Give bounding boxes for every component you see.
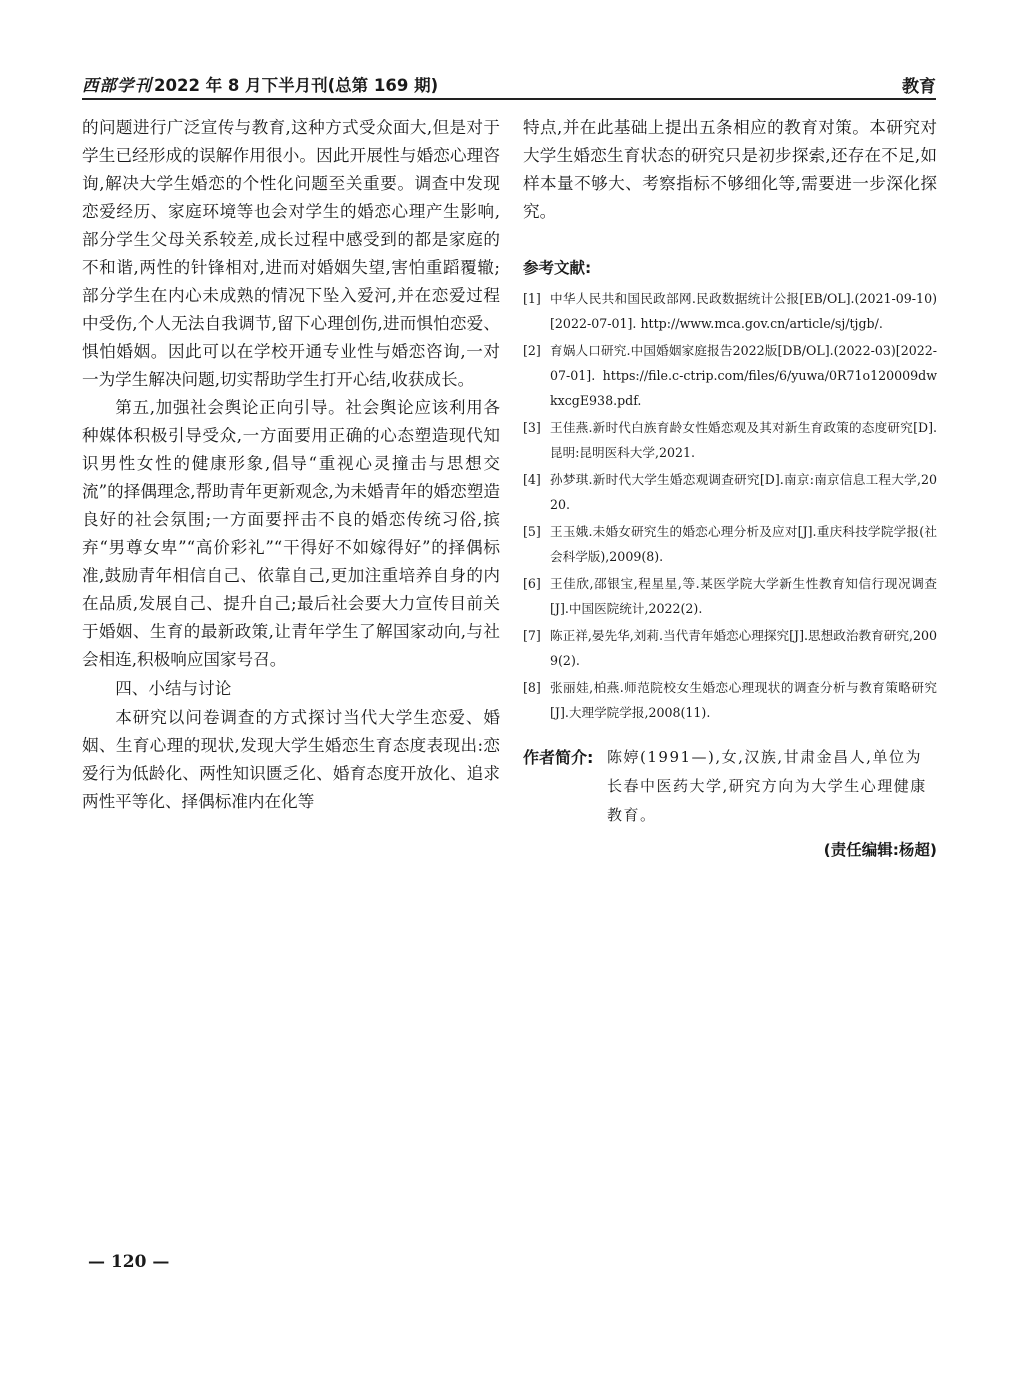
page-number: — 120 —: [88, 1252, 170, 1272]
author-bio: [523, 743, 937, 830]
issue-label: 2022 年 8 月下半月刊(总第 169 期): [154, 76, 439, 95]
reference-number: [7]: [523, 628, 541, 643]
reference-number: [8]: [523, 680, 541, 695]
reference-number: [1]: [523, 291, 541, 306]
section-heading: 四、小结与讨论: [115, 679, 232, 698]
reference-number: [3]: [523, 420, 541, 435]
reference-text: 陈正祥,晏先华,刘莉.当代青年婚恋心理探究[J].思想政治教育研究,2009(2).: [550, 628, 937, 668]
reference-text: 王佳燕.新时代白族育龄女性婚恋观及其对新生育政策的态度研究[D].昆明:昆明医科大学,2021.: [550, 420, 937, 460]
reference-number: [4]: [523, 472, 541, 487]
paragraph: 本研究以问卷调查的方式探讨当代大学生恋爱、婚姻、生育心理的现状,发现大学生婚恋生育态度表现出:恋爱行为低龄化、两性知识匮乏化、婚育态度开放化、追求两性平等化、择偶标准内在化等: [82, 708, 500, 811]
journal-logo: 西部学刊: [82, 76, 152, 95]
reference-text: 育娲人口研究.中国婚姻家庭报告2022版[DB/OL].(2022-03)[2022-07-01]. https://file.c-ctrip.com/files/6/yuwa/0R71o120009dwkxcgE938.pdf.: [550, 343, 937, 408]
references-title: 参考文献:: [523, 259, 592, 277]
paragraph: 特点,并在此基础上提出五条相应的教育对策。本研究对大学生婚恋生育状态的研究只是初步探索,还存在不足,如样本量不够大、考察指标不够细化等,需要进一步深化探究。: [523, 118, 937, 221]
reference-item: [523, 623, 937, 673]
page-header: [82, 72, 936, 100]
section-label: 教育: [902, 77, 936, 97]
reference-text: 中华人民共和国民政部网.民政数据统计公报[EB/OL].(2021-09-10)[2022-07-01]. http://www.mca.gov.cn/article/sj/tjgb/.: [550, 291, 937, 331]
reference-item: [523, 286, 937, 336]
reference-number: [5]: [523, 524, 541, 539]
reference-item: [523, 467, 937, 517]
author-bio-label: 作者简介:: [523, 748, 594, 767]
reference-item: [523, 571, 937, 621]
paragraph: 第五,加强社会舆论正向引导。社会舆论应该利用各种媒体积极引导受众,一方面要用正确的心态塑造现代知识男性女性的健康形象,倡导“重视心灵撞击与思想交流”的择偶理念,帮助青年更新观念,为未婚青年的婚恋塑造良好的社会氛围;一方面要抨击不良的婚恋传统习俗,摈弃“男尊女卑”“高价彩礼”“干得好不如嫁得好”的择偶标准,鼓励青年相信自己、依靠自己,更加注重培养自身的内在品质,发展自己、提升自己;最后社会要大力宣传目前关于婚姻、生育的最新政策,让青年学生了解国家动向,与社会相连,积极响应国家号召。: [82, 398, 500, 669]
reference-text: 王佳欣,邵银宝,程星星,等.某医学院大学新生性教育知信行现况调查[J].中国医院统计,2022(2).: [550, 576, 937, 616]
reference-item: [523, 675, 937, 725]
reference-text: 张丽娃,柏燕.师范院校女生婚恋心理现状的调查分析与教育策略研究[J].大理学院学报,2008(11).: [550, 680, 937, 720]
reference-item: [523, 338, 937, 413]
reference-item: [523, 415, 937, 465]
reference-text: 王玉娥.未婚女研究生的婚恋心理分析及应对[J].重庆科技学院学报(社会科学版),2009(8).: [550, 524, 937, 564]
reference-number: [2]: [523, 343, 541, 358]
right-column: [523, 114, 937, 860]
reference-list: [523, 286, 937, 725]
author-bio-text: 陈婷(1991—),女,汉族,甘肃金昌人,单位为长春中医药大学,研究方向为大学生心理健康教育。: [607, 748, 927, 824]
left-column: [82, 114, 500, 816]
reference-text: 孙梦琪.新时代大学生婚恋观调查研究[D].南京:南京信息工程大学,2020.: [550, 472, 937, 512]
reference-item: [523, 519, 937, 569]
reference-number: [6]: [523, 576, 541, 591]
journal-issue-line: [82, 72, 438, 96]
editor-credit: (责任编辑:杨超): [823, 841, 937, 859]
paragraph: 的问题进行广泛宣传与教育,这种方式受众面大,但是对于学生已经形成的误解作用很小。因此开展性与婚恋心理咨询,解决大学生婚恋的个性化问题至关重要。调查中发现恋爱经历、家庭环境等也会对学生的婚恋心理产生影响,部分学生父母关系较差,成长过程中感受到的都是家庭的不和谐,两性的针锋相对,进而对婚姻失望,害怕重蹈覆辙;部分学生在内心未成熟的情况下坠入爱河,并在恋爱过程中受伤,个人无法自我调节,留下心理创伤,进而惧怕恋爱、惧怕婚姻。因此可以在学校开通专业性与婚恋咨询,一对一为学生解决问题,切实帮助学生打开心结,收获成长。: [82, 118, 500, 389]
